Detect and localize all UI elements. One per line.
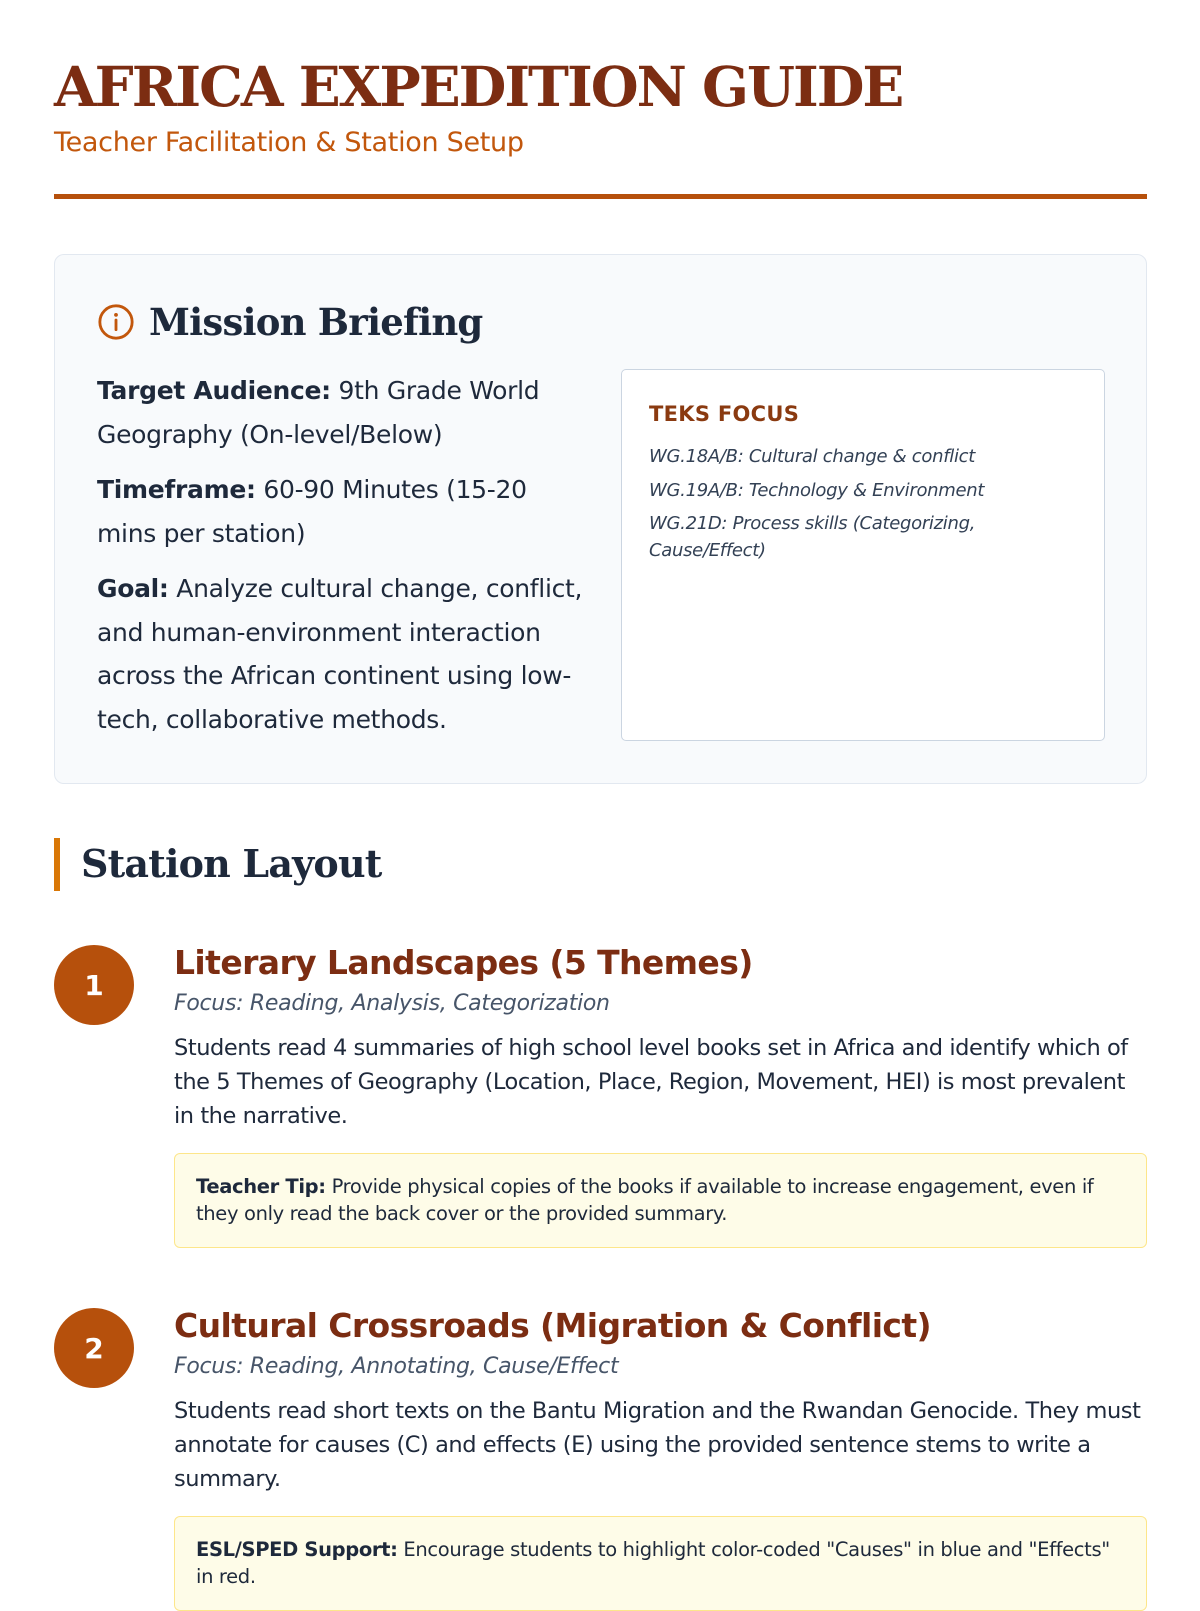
briefing-title: Mission Briefing xyxy=(149,300,483,344)
station-focus: Focus: Reading, Analysis, Categorization xyxy=(174,991,610,1016)
timeframe-label: Timeframe: xyxy=(97,475,256,504)
page-title: AFRICA EXPEDITION GUIDE xyxy=(54,54,903,119)
teks-title: TEKS FOCUS xyxy=(649,402,800,426)
target-audience xyxy=(97,369,587,456)
teks-focus-box xyxy=(621,369,1105,741)
tip-label: ESL/SPED Support: xyxy=(196,1538,398,1561)
station-focus: Focus: Reading, Annotating, Cause/Effect xyxy=(174,1354,619,1379)
station-content xyxy=(174,939,1147,1248)
tip-text: Provide physical copies of the books if available to increase engagement, even if they only read the back cover or the provided summary. xyxy=(196,1175,1094,1225)
station-number-badge: 2 xyxy=(54,1308,134,1388)
goal-label: Goal: xyxy=(97,574,169,603)
teacher-tip xyxy=(174,1153,1147,1248)
timeframe-value: 60-90 Minutes (15-20 mins per station) xyxy=(97,475,527,548)
station-description: Students read 4 summaries of high school level books set in Africa and identify which of the 5 Themes of Geography (Location, Place, Region, Movement, HEI) is most prevalent in the narrative. xyxy=(174,1035,1128,1129)
support-tip xyxy=(174,1516,1147,1611)
teks-item: WG.18A/B: Cultural change & conflict xyxy=(649,446,976,467)
page-subtitle: Teacher Facilitation & Station Setup xyxy=(54,127,524,158)
teks-list xyxy=(649,444,1079,571)
station-title: Literary Landscapes (5 Themes) xyxy=(174,943,753,982)
teks-item: WG.21D: Process skills (Categorizing, Cause/Effect) xyxy=(649,513,976,561)
station-number-badge: 1 xyxy=(54,945,134,1025)
timeframe xyxy=(97,468,587,555)
goal-value: Analyze cultural change, conflict, and human-environment interaction across the African continent using low-tech, collaborative methods. xyxy=(97,574,583,734)
station-content xyxy=(174,1302,1147,1611)
tip-label: Teacher Tip: xyxy=(196,1175,326,1198)
target-audience-label: Target Audience: xyxy=(97,376,331,405)
briefing-header xyxy=(97,297,483,347)
station-title: Cultural Crossroads (Migration & Conflict) xyxy=(174,1306,932,1345)
teks-item: WG.19A/B: Technology & Environment xyxy=(649,479,985,501)
goal xyxy=(97,567,587,741)
target-audience-value: 9th Grade World Geography (On-level/Below) xyxy=(97,376,540,449)
section-accent-bar xyxy=(54,838,60,891)
mission-briefing-card xyxy=(54,254,1147,784)
section-title: Station Layout xyxy=(81,841,382,886)
info-icon xyxy=(97,303,135,341)
briefing-details xyxy=(97,369,587,753)
tip-text: Encourage students to highlight color-coded "Causes" in blue and "Effects" in red. xyxy=(196,1538,1110,1588)
header-divider xyxy=(54,194,1147,199)
station-description: Students read short texts on the Bantu Migration and the Rwandan Genocide. They must annotate for causes (C) and effects (E) using the provided sentence stems to write a summary. xyxy=(174,1398,1141,1492)
